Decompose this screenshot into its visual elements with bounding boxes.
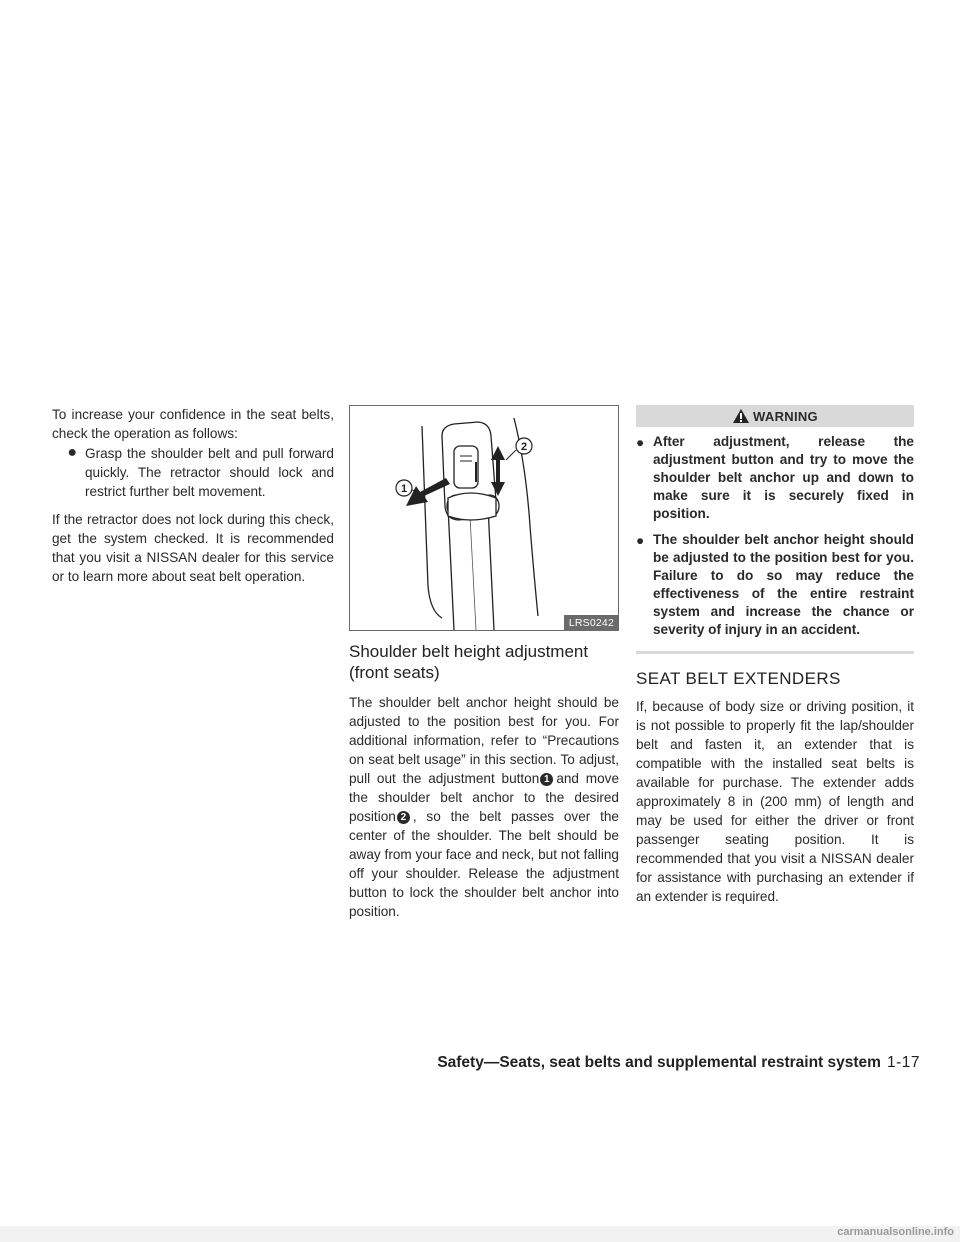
para-part-b: and move the shoulder belt anchor to the desired position [349, 771, 619, 824]
column-right [636, 405, 914, 906]
footer-title: Safety—Seats, seat belts and supplemental restraint system [437, 1054, 881, 1071]
figure-code: LRS0242 [564, 615, 618, 630]
warning-triangle-icon [732, 408, 750, 424]
belt-adjustment-figure [349, 405, 619, 631]
watermark-text: carmanualsonline.info [837, 1226, 954, 1238]
warning-item-text: After adjustment, release the adjustment button and try to move the shoulder belt anchor up and down to make sure it is securely fixed in position. [653, 434, 914, 521]
extenders-paragraph: If, because of body size or driving position, it is not possible to properly fit the lap/shoulder belt and fasten it, an extender that is compatible with the installed seat belts is available for purchase. The extender adds approximately 8 in (200 mm) of length and may be used for either the driver or front passenger seating position. It is recommended that you visit a NISSAN dealer for assistance with purchasing an extender if an extender is required. [636, 699, 914, 904]
column-left [52, 405, 334, 586]
warning-bottom-rule [636, 651, 914, 654]
intro-paragraph: To increase your confidence in the seat belts, check the operation as follows: [52, 407, 334, 441]
list-item [52, 444, 334, 501]
para-part-a: The shoulder belt anchor height should be adjusted to the position best for you. For additional information, refer to “Precautions on seat belt usage” in this section. To adjust, pull out the adjustment button [349, 695, 619, 786]
bullet-icon: ● [67, 444, 77, 461]
belt-illustration [350, 406, 618, 630]
bullet-icon: ● [636, 435, 645, 450]
check-paragraph: If the retractor does not lock during this check, get the system checked. It is recommended that you visit a NISSAN dealer for this service or to learn more about seat belt operation. [52, 512, 334, 584]
watermark-bar [0, 1226, 960, 1242]
warning-item-text: The shoulder belt anchor height should be adjusted to the position best for you. Failure to do so may reduce the effectiveness of the entire restraint system and increase the chance or severity of injury in an accident. [653, 532, 914, 637]
bullet-text: Grasp the shoulder belt and pull forward quickly. The retractor should lock and restrict further belt movement. [85, 446, 334, 499]
list-item [636, 531, 914, 639]
bullet-icon: ● [636, 533, 645, 548]
marker-1-icon: 1 [540, 773, 553, 786]
section-heading-shoulder-belt: Shoulder belt height adjustment (front seats) [349, 642, 589, 682]
warning-body [636, 427, 914, 651]
warning-header [636, 405, 914, 427]
column-middle [349, 405, 619, 921]
shoulder-belt-paragraph [349, 693, 619, 921]
page-number: 1-17 [886, 1054, 920, 1071]
callout-2: 2 [520, 441, 528, 453]
page-footer [437, 1054, 920, 1072]
section-heading-extenders: SEAT BELT EXTENDERS [636, 669, 841, 688]
para-part-c: , so the belt passes over the center of the shoulder. The belt should be away from your face and neck, but not falling off your shoulder. Release the adjustment button to lock the shoulder belt anchor into position. [349, 809, 619, 919]
list-item [636, 433, 914, 523]
warning-title: WARNING [753, 408, 818, 424]
warning-box [636, 405, 914, 654]
marker-2-icon: 2 [397, 811, 410, 824]
callout-1: 1 [400, 483, 408, 495]
